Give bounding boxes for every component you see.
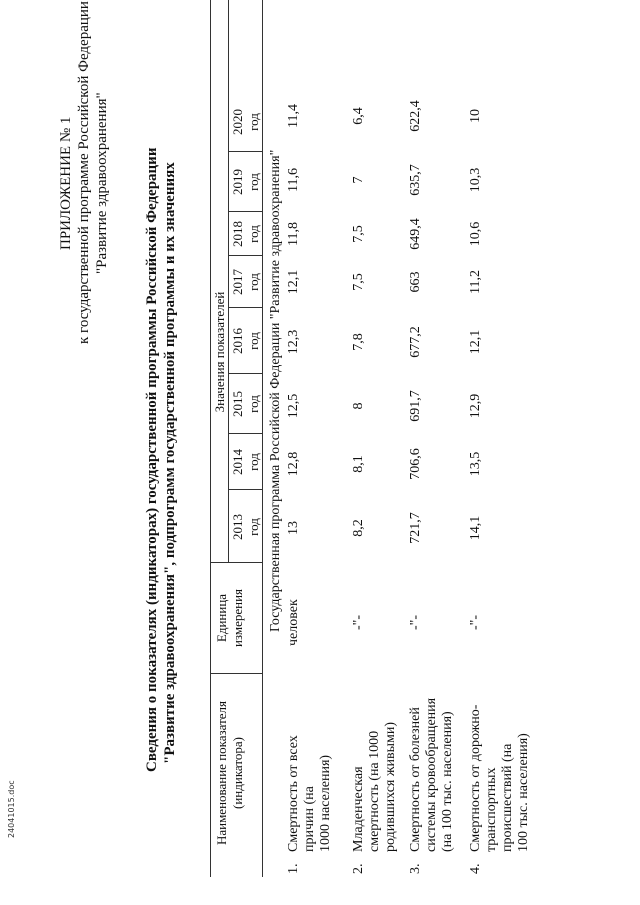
col-header-name-line2: (индикатора): [230, 737, 245, 809]
appendix-line2: к государственной программе Российской Федерации: [76, 1, 92, 344]
year-2018: [230, 214, 262, 254]
col-header-unit-line1: Единица: [214, 593, 229, 643]
row-2-unit: -"-: [351, 614, 366, 630]
row-4-name-line3: происшествий (на: [500, 743, 515, 852]
row-4-value-2019: 10,3: [468, 167, 483, 193]
row-1-unit: человек: [286, 599, 301, 646]
row-4-value-2016: 12,1: [468, 329, 483, 355]
row-2-name: [351, 722, 399, 852]
year-2019: [230, 154, 262, 210]
col-divider-name: [210, 673, 262, 674]
row-4-value-2014: 13,5: [468, 451, 483, 477]
col-divider-unit: [210, 562, 262, 563]
row-1-name: [286, 735, 334, 852]
row-4-value-2015: 12,9: [468, 393, 483, 419]
year-2019-number: 2019: [230, 169, 245, 195]
row-1-value-2013: 13: [286, 521, 301, 535]
doc-title-line2: "Развитие здравоохранения", подпрограмм государственной программы и их значениях: [162, 162, 178, 764]
row-3-value-2015: 691,7: [408, 390, 423, 422]
year-2017: [230, 258, 262, 306]
year-2017-number: 2017: [230, 269, 245, 295]
row-2-value-2020: 6,4: [351, 107, 366, 125]
row-2-name-line2: смертность (на 1000: [367, 730, 382, 852]
year-2016-number: 2016: [230, 328, 245, 354]
row-1-value-2014: 12,8: [286, 451, 301, 477]
section-heading: Государственная программа Российской Федерации "Развитие здравоохранения": [268, 149, 283, 632]
col-divider-2015: [228, 433, 262, 434]
row-1-value-2019: 11,6: [286, 168, 301, 192]
row-4-value-2018: 10,6: [468, 221, 483, 247]
year-2017-label: год: [246, 273, 261, 291]
doc-title-line1: Сведения о показателях (индикаторах) государственной программы Российской Федерации: [144, 147, 160, 772]
col-header-unit: [214, 566, 246, 670]
row-4-value-2020: 10: [468, 109, 483, 123]
year-2015-label: год: [246, 395, 261, 413]
year-2015-number: 2015: [230, 391, 245, 417]
year-2013: [230, 494, 262, 560]
row-3-name: [408, 698, 456, 852]
row-4-value-2017: 11,2: [468, 270, 483, 294]
row-2-value-2015: 8: [351, 402, 366, 410]
year-2016-label: год: [246, 332, 261, 350]
row-1-name-line3: 1000 населения): [318, 754, 333, 852]
year-2018-number: 2018: [230, 221, 245, 247]
row-2-value-2018: 7,5: [351, 225, 366, 243]
row-2-number: 2.: [351, 863, 366, 874]
footer-filename: 24041015.doc: [7, 780, 16, 838]
row-3-value-2020: 622,4: [408, 100, 423, 132]
year-2018-label: год: [246, 225, 261, 243]
col-divider-2016: [228, 373, 262, 374]
appendix-line3: "Развитие здравоохранения": [94, 92, 110, 274]
row-3-value-2013: 721,7: [408, 512, 423, 544]
year-2013-number: 2013: [230, 514, 245, 540]
row-4-name-line1: Смертность от дорожно-: [468, 704, 483, 852]
row-3-value-2014: 706,6: [408, 448, 423, 480]
row-4-name: [468, 705, 532, 852]
row-3-unit: -"-: [408, 614, 423, 630]
row-3-value-2019: 635,7: [408, 164, 423, 196]
row-1-value-2018: 11,8: [286, 222, 301, 246]
col-header-unit-line2: измерения: [230, 588, 245, 648]
row-3-value-2017: 663: [408, 271, 423, 293]
row-1-number: 1.: [286, 863, 301, 874]
row-1-value-2015: 12,5: [286, 393, 301, 419]
row-4-unit: -"-: [468, 614, 483, 630]
year-2013-label: год: [246, 518, 261, 536]
year-2020-label: год: [246, 113, 261, 131]
col-divider-2020: [228, 151, 262, 152]
col-divider-2019: [228, 211, 262, 212]
row-2-value-2017: 7,5: [351, 273, 366, 291]
year-2020-number: 2020: [230, 109, 245, 135]
year-2020: [230, 94, 262, 150]
year-2014: [230, 436, 262, 488]
year-2014-label: год: [246, 453, 261, 471]
row-2-value-2013: 8,2: [351, 519, 366, 537]
appendix-line1: ПРИЛОЖЕНИЕ № 1: [58, 116, 74, 250]
year-2016: [230, 310, 262, 372]
row-4-value-2013: 14,1: [468, 515, 483, 541]
row-3-name-line1: Смертность от болезней: [408, 707, 423, 852]
table-header-bottom-rule: [262, 0, 263, 877]
row-2-value-2019: 7: [351, 176, 366, 184]
row-1-value-2020: 11,4: [286, 104, 301, 128]
row-3-name-line3: (на 100 тыс. населения): [440, 711, 455, 852]
year-2014-number: 2014: [230, 449, 245, 475]
row-2-value-2014: 8,1: [351, 455, 366, 473]
year-2019-label: год: [246, 173, 261, 191]
row-2-name-line3: родившихся живыми): [383, 721, 398, 852]
col-divider-2014: [228, 489, 262, 490]
row-1-name-line2: причин (на: [302, 786, 317, 852]
row-4-name-line4: 100 тыс. населения): [516, 733, 531, 852]
values-header-rule: [228, 0, 229, 563]
values-header: Значения показателей: [212, 291, 227, 413]
row-1-name-line1: Смертность от всех: [286, 735, 301, 852]
row-2-value-2016: 7,8: [351, 333, 366, 351]
col-header-name-line1: Наименование показателя: [214, 700, 229, 846]
row-3-number: 3.: [408, 863, 423, 874]
row-1-value-2017: 12,1: [286, 269, 301, 295]
row-1-value-2016: 12,3: [286, 329, 301, 355]
col-header-name: [214, 678, 246, 868]
row-4-name-line2: транспортных: [484, 767, 499, 852]
row-3-value-2018: 649,4: [408, 218, 423, 250]
row-3-value-2016: 677,2: [408, 326, 423, 358]
col-divider-2017: [228, 307, 262, 308]
col-divider-2018: [228, 255, 262, 256]
row-3-name-line2: системы кровообращения: [424, 697, 439, 852]
row-4-number: 4.: [468, 863, 483, 874]
year-2015: [230, 376, 262, 432]
table-top-rule: [210, 0, 211, 877]
rotated-page: [18, 0, 618, 892]
row-2-name-line1: Младенческая: [351, 766, 366, 852]
